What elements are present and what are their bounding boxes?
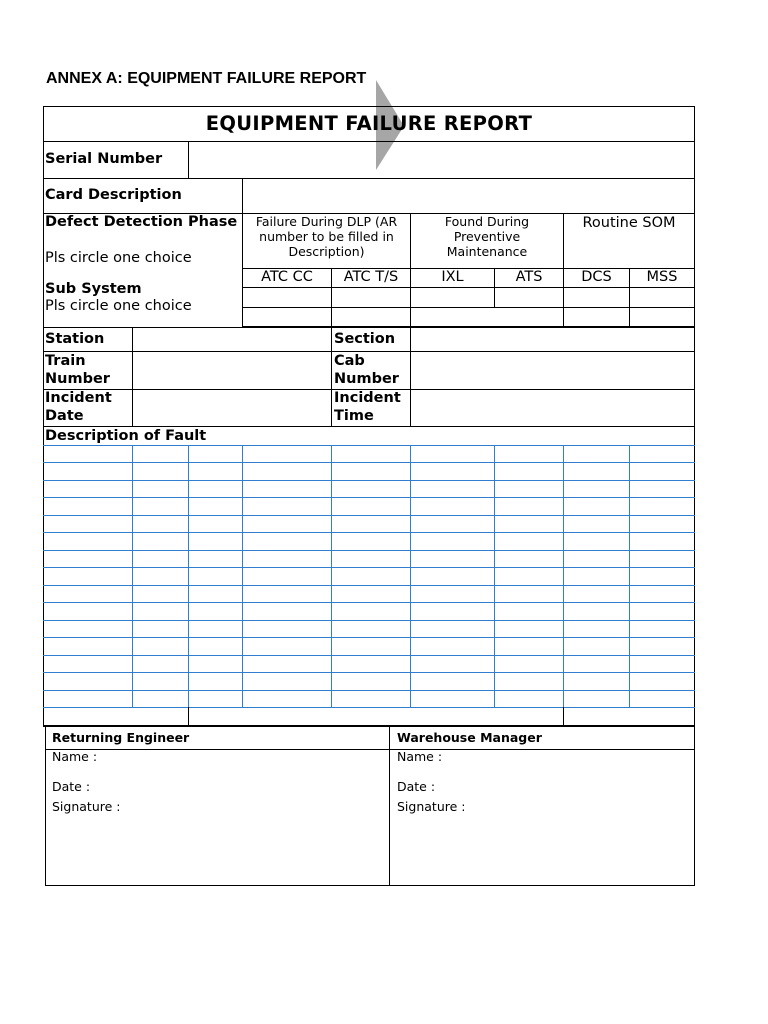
- incident-date-field[interactable]: [133, 390, 331, 426]
- option-routine-som[interactable]: Routine SOM: [582, 215, 676, 231]
- station-label: Station: [45, 331, 105, 347]
- sub-system-atc-cc[interactable]: ATC CC: [261, 269, 313, 285]
- form-header: [43, 106, 695, 142]
- sub-system-ats[interactable]: ATS: [515, 269, 543, 285]
- returning-engineer-date-label: Date :: [52, 779, 91, 794]
- card-description-field[interactable]: [243, 179, 694, 213]
- train-number-field[interactable]: [133, 352, 331, 389]
- cab-number-label: Cab Number: [334, 353, 399, 387]
- annex-title: ANNEX A: EQUIPMENT FAILURE REPORT: [46, 70, 367, 87]
- warehouse-manager-name-label: Name :: [397, 749, 443, 764]
- incident-time-field[interactable]: [411, 390, 694, 426]
- sub-system-dcs[interactable]: DCS: [581, 269, 612, 285]
- warehouse-manager-fields[interactable]: [455, 751, 690, 881]
- returning-engineer-signature-label: Signature :: [52, 799, 121, 814]
- warehouse-manager-date-label: Date :: [397, 779, 436, 794]
- sub-system-hint: Pls circle one choice: [45, 298, 192, 314]
- returning-engineer-fields[interactable]: [110, 751, 385, 881]
- station-field[interactable]: [133, 328, 331, 351]
- card-description-label: Card Description: [45, 187, 182, 203]
- form-title: EQUIPMENT FAILURE REPORT: [205, 112, 533, 135]
- section-label: Section: [334, 331, 396, 347]
- cab-number-field[interactable]: [411, 352, 694, 389]
- option-preventive-maintenance[interactable]: Found During Preventive Maintenance: [444, 214, 530, 259]
- sub-system-ixl[interactable]: IXL: [441, 269, 464, 285]
- serial-number-field[interactable]: [189, 142, 694, 178]
- returning-engineer-name-label: Name :: [52, 749, 98, 764]
- sub-system-label: Sub System: [45, 281, 142, 297]
- incident-time-label: Incident Time: [334, 390, 401, 424]
- description-of-fault-label: Description of Fault: [45, 428, 207, 444]
- option-failure-during-dlp[interactable]: Failure During DLP (AR number to be filled in Description): [255, 214, 398, 259]
- defect-detection-hint: Pls circle one choice: [45, 250, 192, 266]
- section-field[interactable]: [411, 328, 694, 351]
- warehouse-manager-title: Warehouse Manager: [397, 730, 542, 745]
- defect-detection-label: Defect Detection Phase: [45, 214, 238, 230]
- warehouse-manager-signature-label: Signature :: [397, 799, 466, 814]
- incident-date-label: Incident Date: [45, 390, 112, 424]
- returning-engineer-title: Returning Engineer: [52, 730, 190, 745]
- sub-system-atc-ts[interactable]: ATC T/S: [343, 269, 399, 285]
- sub-system-mss[interactable]: MSS: [646, 269, 678, 285]
- train-number-label: Train Number: [45, 353, 110, 387]
- serial-number-label: Serial Number: [45, 151, 163, 167]
